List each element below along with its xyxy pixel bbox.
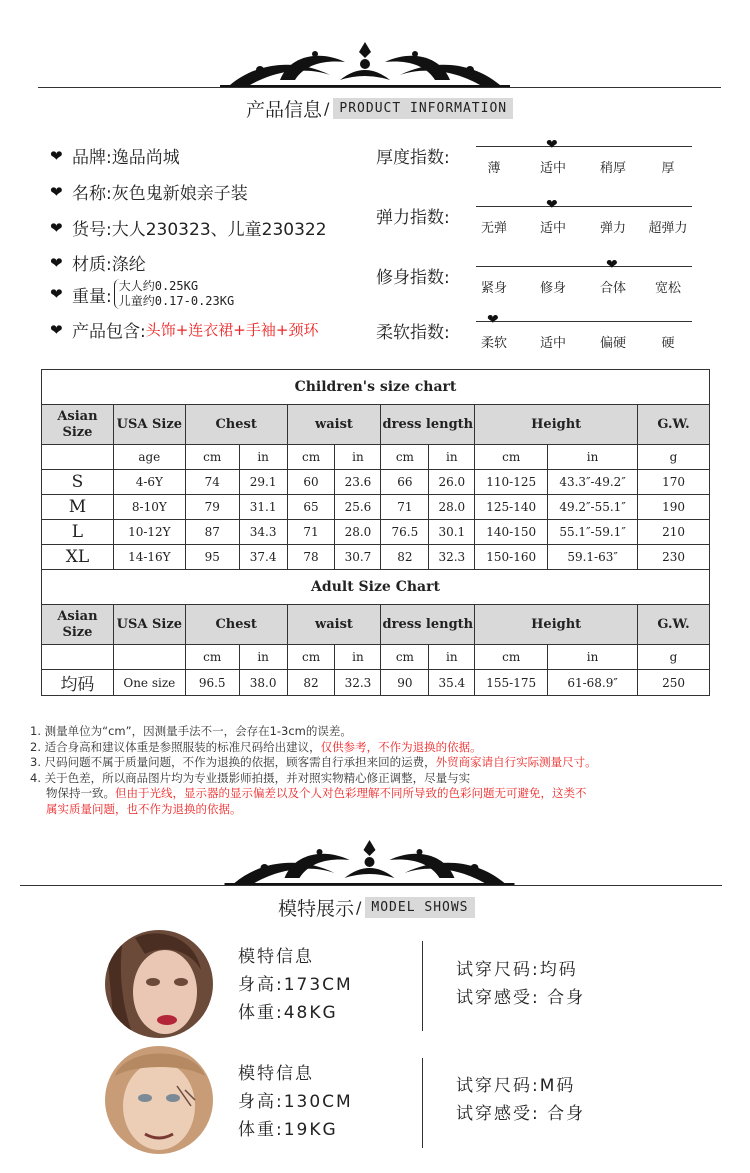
- model-weight: 体重:19KG: [238, 1120, 338, 1140]
- table-cell: 155-175: [475, 670, 548, 696]
- info-sku-label: 货号:: [72, 220, 112, 240]
- scale-option: 合体: [599, 281, 626, 296]
- try-size: 试穿尺码:均码: [456, 960, 578, 980]
- divider-line-top: [38, 87, 721, 88]
- note-1: 1. 测量单位为“cm”，因测量手法不一，会存在1-3cm的误差。: [30, 724, 352, 738]
- unit-cell: cm: [287, 445, 335, 470]
- header-gw: G.W.: [638, 405, 710, 445]
- heart-icon: ❤: [50, 320, 63, 339]
- table-cell: 28.0: [429, 495, 475, 520]
- table-cell: 4-6Y: [113, 470, 185, 495]
- scale-option: 稍厚: [599, 161, 626, 176]
- table-cell: 8-10Y: [113, 495, 185, 520]
- table-cell: 250: [638, 670, 710, 696]
- table-cell: 32.3: [429, 545, 475, 570]
- table-cell: 29.1: [239, 470, 287, 495]
- units-row: [42, 445, 710, 470]
- scale-option: 修身: [539, 281, 566, 296]
- unit-cell: cm: [381, 445, 429, 470]
- scale-option: 薄: [487, 161, 501, 176]
- model-height: 身高:130CM: [238, 1092, 353, 1112]
- table-cell: 66: [381, 470, 429, 495]
- model-info-title: 模特信息: [238, 947, 314, 967]
- weight-values: [114, 279, 234, 309]
- table-cell: 230: [638, 545, 710, 570]
- table-cell: 25.6: [335, 495, 381, 520]
- product-info-title-cn: 产品信息: [246, 99, 323, 121]
- model-shows-title-cn: 模特展示: [278, 898, 355, 920]
- table-cell: 140-150: [475, 520, 548, 545]
- info-material-value: 涤纶: [111, 255, 146, 275]
- heart-icon: ❤: [50, 285, 63, 303]
- unit-cell: g: [638, 645, 710, 670]
- table-cell: 96.5: [185, 670, 239, 696]
- info-name-label: 名称:: [72, 184, 112, 204]
- info-package-value: 头饰+连衣裙+手袖+颈环: [145, 321, 319, 339]
- info-material: [50, 250, 146, 275]
- table-cell: 60: [287, 470, 335, 495]
- children-table-caption: Children's size chart: [42, 370, 710, 405]
- header-chest: Chest: [185, 405, 287, 445]
- unit-cell: [42, 445, 114, 470]
- model-weight: 体重:48KG: [238, 1003, 338, 1023]
- table-cell: XL: [42, 545, 114, 570]
- model-avatar-child: [105, 1046, 213, 1154]
- info-weight: [50, 279, 234, 309]
- header-dress-length: dress length: [381, 405, 475, 445]
- model-divider: [422, 1058, 423, 1148]
- note-3: 3. 尺码问题不属于质量问题，不作为退换的依据，顾客需自行承担来回的运费，: [30, 755, 436, 769]
- weight-child: 儿童约0.17-0.23KG: [118, 294, 235, 308]
- table-cell: 90: [381, 670, 429, 696]
- unit-cell: [113, 645, 185, 670]
- scale-option: 宽松: [654, 281, 681, 296]
- table-cell: 26.0: [429, 470, 475, 495]
- model-avatar-adult: [105, 930, 213, 1038]
- heart-icon: ❤: [50, 253, 63, 272]
- table-cell: 170: [638, 470, 710, 495]
- product-info-title: [246, 95, 513, 122]
- model-info-child: [238, 1060, 353, 1144]
- header-waist: waist: [287, 405, 381, 445]
- weight-adult: 大人约0.25KG: [118, 279, 199, 293]
- scale-marker-heart-icon: ❤: [487, 312, 499, 328]
- heart-icon: ❤: [50, 146, 63, 165]
- table-cell: 34.3: [239, 520, 287, 545]
- product-info-title-en: PRODUCT INFORMATION: [333, 98, 513, 119]
- scale-option: 弹力: [599, 221, 626, 236]
- table-cell: 71: [381, 495, 429, 520]
- heart-icon: ❤: [50, 218, 63, 237]
- note-4-b: 物保持一致。: [46, 786, 115, 800]
- table-cell: 38.0: [239, 670, 287, 696]
- scale-option: 无弹: [480, 221, 507, 236]
- model-info-adult: [238, 943, 353, 1027]
- table-cell: S: [42, 470, 114, 495]
- scale-track: [476, 206, 692, 207]
- note-4-red: 但由于光线，显示器的显示偏差以及个人对色彩理解不同所导致的色彩问题无可避免，这类不: [115, 786, 587, 800]
- children-size-table: [41, 369, 710, 696]
- info-sku: [50, 215, 327, 240]
- table-row: [42, 520, 710, 545]
- note-3-red: 外贸商家请自行实际测量尺寸。: [435, 755, 597, 769]
- scale-option: 超弹力: [648, 221, 688, 236]
- scale-marker-heart-icon: ❤: [546, 197, 558, 213]
- info-name: [50, 179, 248, 204]
- heart-icon: ❤: [50, 182, 63, 201]
- unit-cell: cm: [381, 645, 429, 670]
- info-material-label: 材质:: [72, 255, 112, 275]
- scale-option: 适中: [539, 336, 566, 351]
- scale-label: 修身指数:: [376, 268, 450, 288]
- header-dress-length: dress length: [381, 605, 475, 645]
- unit-cell: cm: [475, 645, 548, 670]
- scale-option: 适中: [539, 161, 566, 176]
- ornament-divider-bottom: [212, 838, 527, 888]
- table-cell: 82: [287, 670, 335, 696]
- unit-cell: cm: [185, 645, 239, 670]
- table-cell: 95: [185, 545, 239, 570]
- table-cell: 87: [185, 520, 239, 545]
- unit-cell: cm: [185, 445, 239, 470]
- header-gw: G.W.: [638, 605, 710, 645]
- table-row: [42, 470, 710, 495]
- note-4: 4. 关于色差，所以商品图片均为专业摄影师拍摄，并对照实物精心修正调整，尽量与实: [30, 770, 471, 785]
- table-cell: 82: [381, 545, 429, 570]
- header-chest: Chest: [185, 605, 287, 645]
- table-cell: 125-140: [475, 495, 548, 520]
- try-size: 试穿尺码:M码: [456, 1076, 576, 1096]
- table-cell: 49.2″-55.1″: [548, 495, 638, 520]
- table-cell: 35.4: [429, 670, 475, 696]
- table-cell: 78: [287, 545, 335, 570]
- unit-cell: age: [113, 445, 185, 470]
- table-cell: 14-16Y: [113, 545, 185, 570]
- scale-track: [476, 321, 692, 322]
- info-brand-label: 品牌:: [72, 148, 112, 168]
- unit-cell: cm: [287, 645, 335, 670]
- scale-label: 弹力指数:: [376, 208, 450, 228]
- notes: [30, 724, 750, 817]
- table-row: [42, 670, 710, 696]
- scale-label: 柔软指数:: [376, 323, 450, 343]
- table-cell: 37.4: [239, 545, 287, 570]
- table-cell: 43.3″-49.2″: [548, 470, 638, 495]
- table-cell: 150-160: [475, 545, 548, 570]
- scale-option: 厚: [661, 161, 675, 176]
- table-row: [42, 495, 710, 520]
- table-cell: 31.1: [239, 495, 287, 520]
- header-usa-size: USA Size: [113, 605, 185, 645]
- note-2-red: 仅供参考，不作为退换的依据。: [320, 739, 482, 754]
- units-row: [42, 645, 710, 670]
- table-cell: 30.7: [335, 545, 381, 570]
- unit-cell: in: [335, 445, 381, 470]
- scale-marker-heart-icon: ❤: [546, 137, 558, 153]
- model-height: 身高:173CM: [238, 975, 353, 995]
- title-slash: /: [356, 898, 362, 917]
- model-shows-title-en: MODEL SHOWS: [365, 897, 474, 918]
- adult-table-caption: Adult Size Chart: [42, 570, 710, 605]
- table-cell: 10-12Y: [113, 520, 185, 545]
- note-4-red-cont: 属实质量问题，也不作为退换的依据。: [46, 801, 242, 816]
- table-cell: 均码: [42, 670, 114, 696]
- table-row: [42, 545, 710, 570]
- info-package-label: 产品包含:: [72, 322, 146, 342]
- info-weight-label: 重量:: [72, 286, 112, 307]
- header-height: Height: [475, 405, 638, 445]
- info-brand: [50, 143, 180, 168]
- unit-cell: [42, 645, 114, 670]
- table-cell: 76.5: [381, 520, 429, 545]
- scale-option: 柔软: [480, 336, 507, 351]
- unit-cell: cm: [475, 445, 548, 470]
- model-try-child: [456, 1072, 585, 1128]
- table-cell: 79: [185, 495, 239, 520]
- info-brand-value: 逸品尚城: [111, 148, 180, 168]
- scale-track: [476, 266, 692, 267]
- table-cell: 71: [287, 520, 335, 545]
- ornament-divider-top: [220, 40, 510, 90]
- table-cell: L: [42, 520, 114, 545]
- table-cell: 65: [287, 495, 335, 520]
- header-asian-size: Asian Size: [42, 405, 114, 445]
- info-package: [50, 317, 318, 342]
- unit-cell: in: [335, 645, 381, 670]
- unit-cell: in: [239, 645, 287, 670]
- scale-label: 厚度指数:: [376, 148, 450, 168]
- header-waist: waist: [287, 605, 381, 645]
- scale-option: 紧身: [480, 281, 507, 296]
- table-cell: 61-68.9″: [548, 670, 638, 696]
- table-cell: 74: [185, 470, 239, 495]
- unit-cell: g: [638, 445, 710, 470]
- model-try-adult: [456, 956, 585, 1012]
- table-cell: 210: [638, 520, 710, 545]
- unit-cell: in: [239, 445, 287, 470]
- try-feel: 试穿感受: 合身: [456, 1104, 586, 1124]
- unit-cell: in: [548, 645, 638, 670]
- model-shows-title: [278, 894, 475, 921]
- table-cell: 190: [638, 495, 710, 520]
- table-cell: 30.1: [429, 520, 475, 545]
- try-feel: 试穿感受: 合身: [456, 988, 586, 1008]
- scale-marker-heart-icon: ❤: [606, 257, 618, 273]
- header-usa-size: USA Size: [113, 405, 185, 445]
- unit-cell: in: [429, 645, 475, 670]
- divider-line-bottom: [20, 885, 722, 886]
- table-cell: 55.1″-59.1″: [548, 520, 638, 545]
- title-slash: /: [324, 99, 330, 118]
- scale-option: 适中: [539, 221, 566, 236]
- note-2: 2. 适合身高和建议体重是参照服装的标准尺码给出建议，: [30, 739, 321, 754]
- table-cell: 28.0: [335, 520, 381, 545]
- scale-option: 偏硬: [599, 336, 626, 351]
- table-cell: One size: [113, 670, 185, 696]
- table-cell: M: [42, 495, 114, 520]
- header-height: Height: [475, 605, 638, 645]
- scale-track: [476, 146, 692, 147]
- table-cell: 32.3: [335, 670, 381, 696]
- table-cell: 23.6: [335, 470, 381, 495]
- scale-option: 硬: [661, 336, 675, 351]
- unit-cell: in: [429, 445, 475, 470]
- header-asian-size: Asian Size: [42, 605, 114, 645]
- table-cell: 59.1-63″: [548, 545, 638, 570]
- info-name-value: 灰色鬼新娘亲子装: [111, 184, 248, 204]
- table-cell: 110-125: [475, 470, 548, 495]
- unit-cell: in: [548, 445, 638, 470]
- info-sku-value: 大人230323、儿童230322: [111, 220, 327, 240]
- model-info-title: 模特信息: [238, 1064, 314, 1084]
- model-divider: [422, 941, 423, 1031]
